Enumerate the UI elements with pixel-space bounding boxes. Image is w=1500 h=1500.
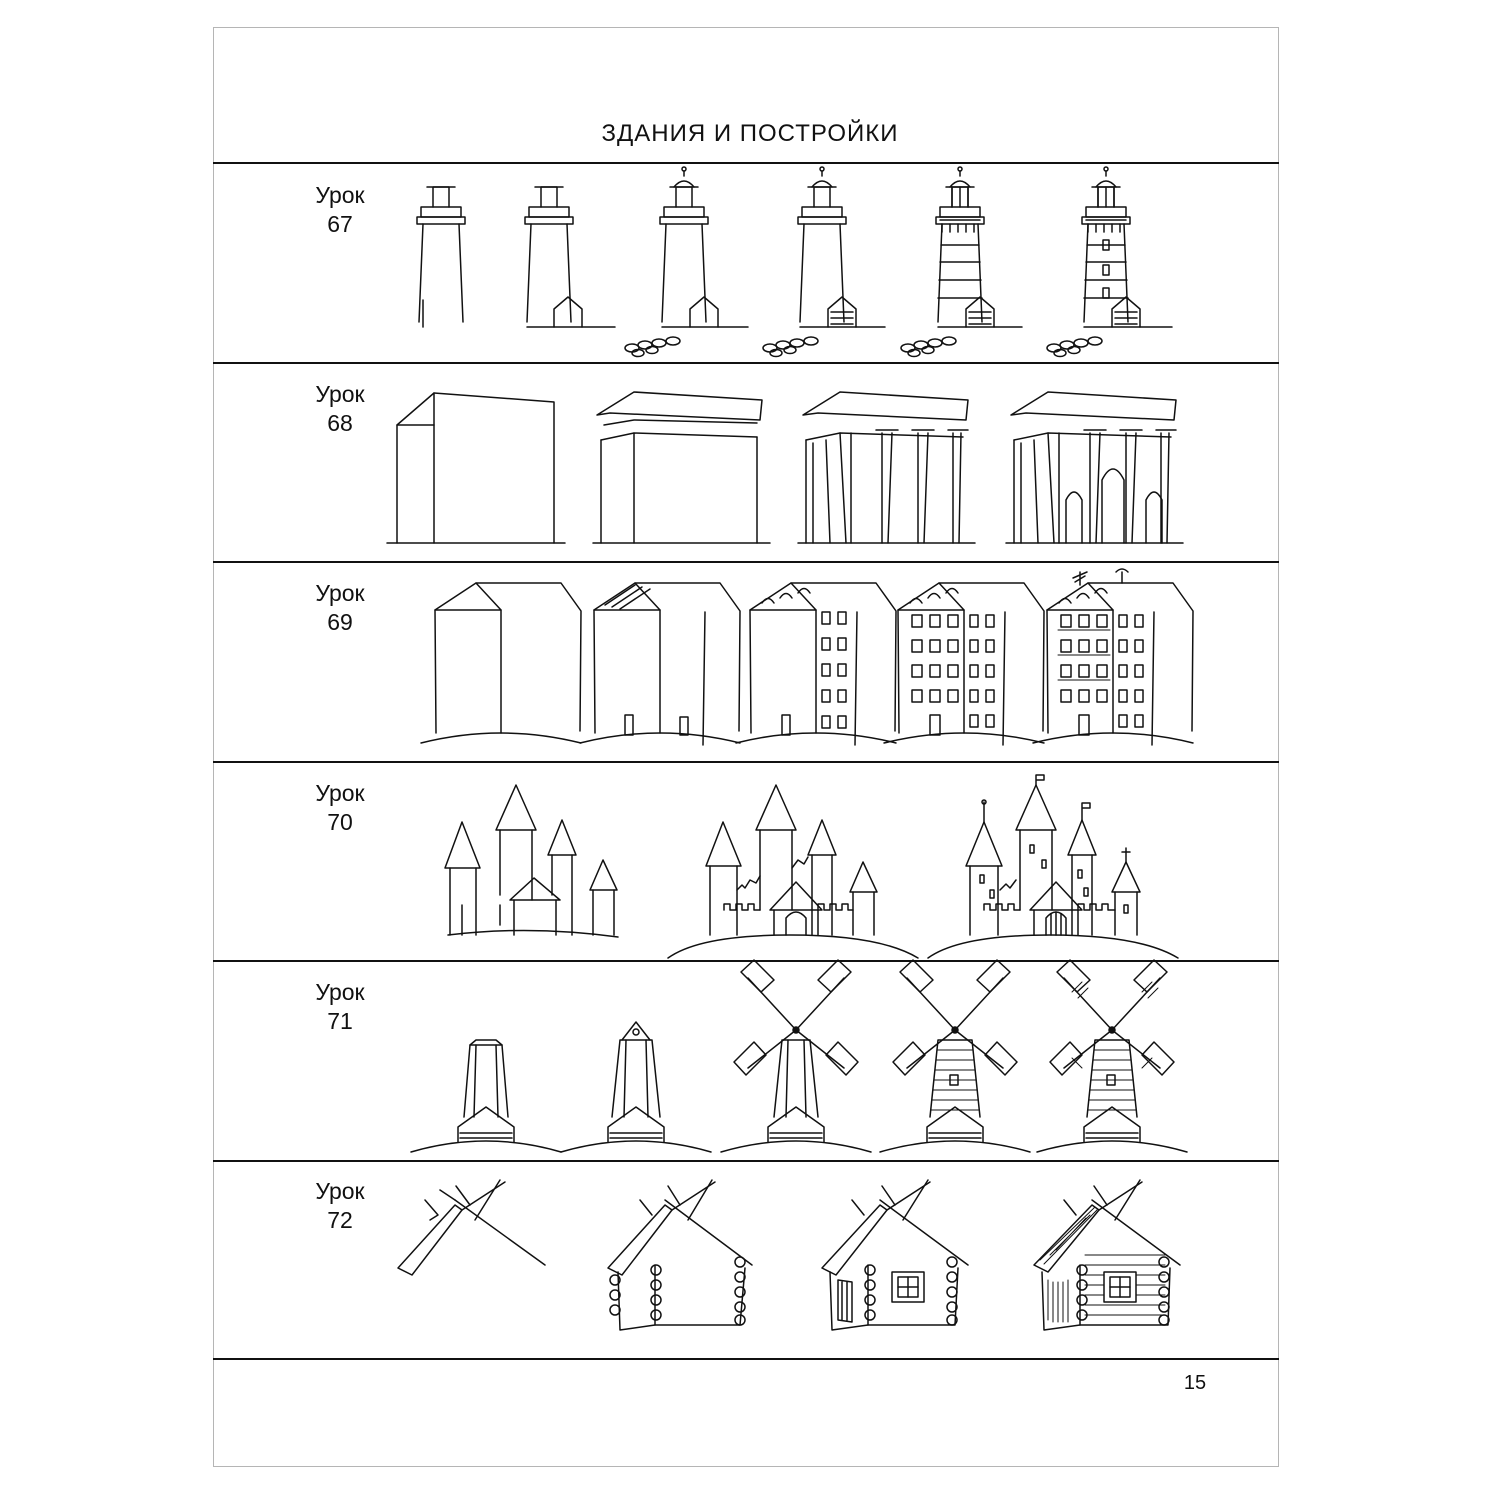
windmill-step-3 (721, 960, 871, 1152)
arched-building-step-4 (1006, 392, 1183, 543)
lighthouse-step-3 (625, 167, 748, 357)
windmill-step-1 (411, 1040, 561, 1152)
apartment-step-5 (1033, 569, 1193, 745)
lesson-number: 70 (327, 809, 353, 835)
castle-step-3 (928, 775, 1178, 958)
lesson-word: Урок (315, 780, 365, 806)
lesson-number: 69 (327, 609, 353, 635)
arched-building-step-3 (798, 392, 975, 543)
apartment-step-4 (884, 583, 1044, 745)
windmill-step-5 (1037, 960, 1187, 1152)
windmill-step-2 (561, 1022, 711, 1152)
lesson-number: 72 (327, 1207, 353, 1233)
apartment-step-3 (736, 583, 896, 745)
log-hut-step-3 (822, 1180, 968, 1330)
page-title: ЗДАНИЯ И ПОСТРОЙКИ (601, 120, 899, 147)
lighthouse-step-2 (525, 187, 615, 327)
windmill-step-4 (880, 960, 1030, 1152)
castle-step-2 (668, 785, 918, 958)
page-number: 15 (1183, 1372, 1207, 1394)
lesson-number: 68 (327, 410, 353, 436)
lighthouse-step-6 (1047, 167, 1172, 357)
apartment-step-1 (421, 583, 581, 743)
lighthouse-step-5 (901, 167, 1022, 357)
arched-building-step-1 (387, 393, 565, 543)
castle-step-1 (445, 785, 618, 937)
lesson-word: Урок (315, 1178, 365, 1204)
lighthouse-step-1 (417, 187, 465, 327)
lesson-word: Урок (315, 580, 365, 606)
log-hut-step-1 (398, 1180, 545, 1275)
lesson-word: Урок (315, 381, 365, 407)
arched-building-step-2 (593, 392, 770, 543)
lesson-word: Урок (315, 182, 365, 208)
lesson-number: 67 (327, 211, 353, 237)
lesson-word: Урок (315, 979, 365, 1005)
log-hut-step-2 (608, 1180, 752, 1330)
lesson-number: 71 (327, 1008, 353, 1034)
lighthouse-step-4 (763, 167, 885, 357)
apartment-step-2 (580, 583, 740, 745)
log-hut-step-4 (1034, 1180, 1180, 1330)
